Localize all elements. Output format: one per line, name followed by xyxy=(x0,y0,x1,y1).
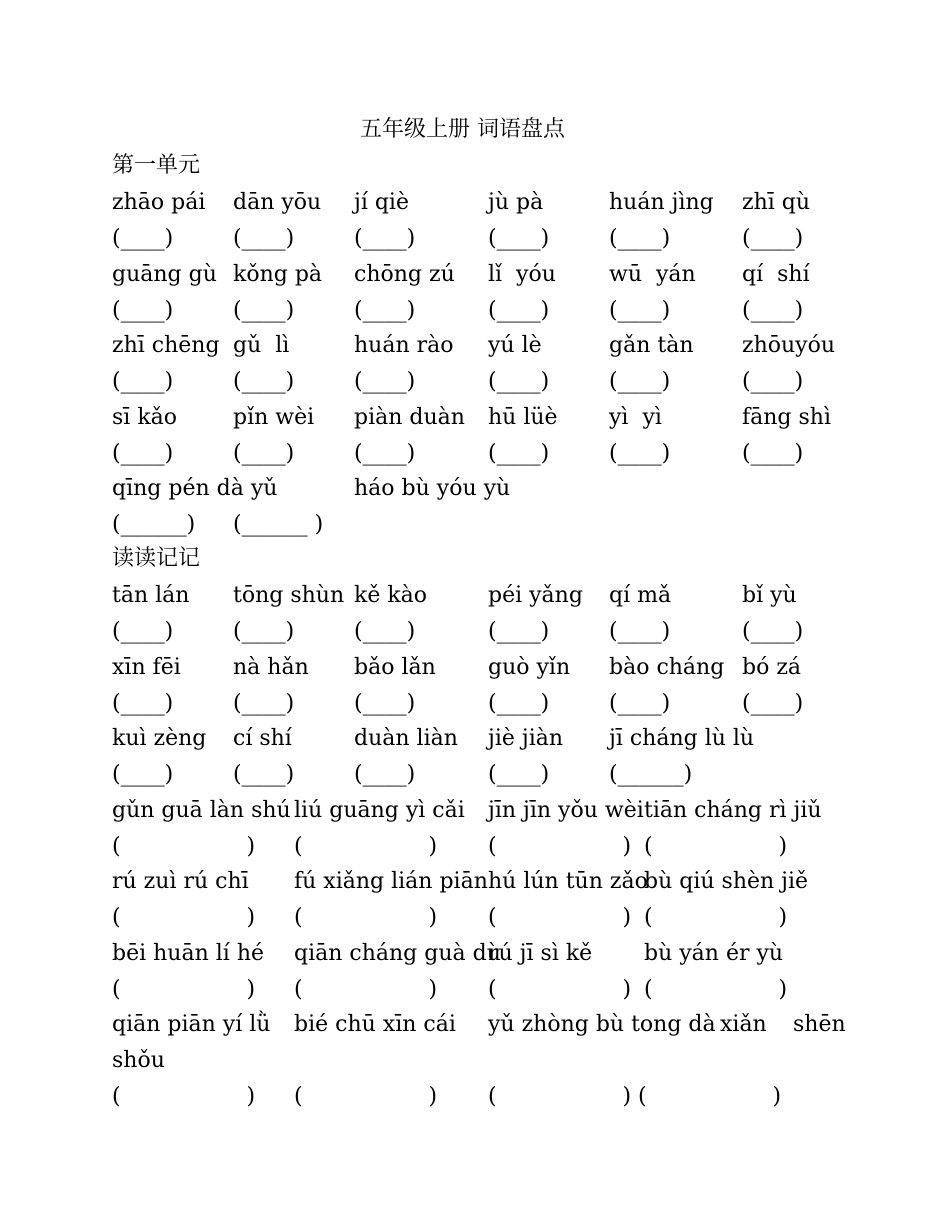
answer-blank: (____) xyxy=(112,297,174,323)
pinyin-text: bù qiú shèn jiě xyxy=(644,869,809,895)
answer-blank: (____) xyxy=(354,762,416,788)
pinyin-text: bù yán ér yù xyxy=(644,941,784,966)
pinyin-text: sī kǎo xyxy=(112,404,178,430)
pinyin-text: qiān cháng guà dù xyxy=(294,941,501,966)
answer-blank: ( ) xyxy=(644,905,788,931)
answer-blank: ( ) xyxy=(294,1084,438,1109)
answer-blank: (____) xyxy=(609,690,671,716)
section-heading: 读读记记 xyxy=(112,546,201,571)
pinyin-text: xīn fēi xyxy=(112,654,181,680)
answer-blank: (____) xyxy=(609,226,671,251)
answer-blank: (____) xyxy=(488,369,550,395)
answer-blank: (____) xyxy=(112,440,174,466)
answer-blank: ( ) xyxy=(112,1084,256,1109)
answer-blank: (____) xyxy=(488,226,550,251)
pinyin-text: fāng shì xyxy=(742,404,831,430)
section-heading: 第一单元 xyxy=(112,153,201,178)
pinyin-text: gǔn guā làn shú xyxy=(112,797,291,823)
answer-blank: (____) xyxy=(354,440,416,466)
pinyin-text: péi yǎng xyxy=(488,583,583,608)
pinyin-text: kuì zèng xyxy=(112,726,207,752)
answer-blank: (______) xyxy=(609,762,693,788)
pinyin-text: huán rào xyxy=(354,333,454,359)
answer-blank: (____) xyxy=(742,226,804,251)
pinyin-text: hū lüè xyxy=(488,404,558,430)
pinyin-text: huán jìng xyxy=(609,190,714,215)
answer-blank: (____) xyxy=(112,619,174,644)
pinyin-text: jī cháng lù lù xyxy=(609,726,755,752)
pinyin-text: fú xiǎng lián piān xyxy=(294,869,488,895)
pinyin-text: wū yán xyxy=(609,261,696,287)
pinyin-text: cí shí xyxy=(233,726,292,752)
answer-blank: (____) xyxy=(488,619,550,644)
pinyin-text: shēn xyxy=(793,1012,846,1037)
pinyin-text: chōng zú xyxy=(354,261,455,287)
answer-blank: (____) xyxy=(609,619,671,644)
pinyin-text: bào cháng xyxy=(609,654,725,680)
answer-blank: (______ ) xyxy=(233,512,324,538)
pinyin-text: tōng shùn xyxy=(233,583,345,608)
answer-blank: (____) xyxy=(233,226,295,251)
answer-blank: (____) xyxy=(112,226,174,251)
pinyin-text: bǎo lǎn xyxy=(354,654,436,680)
pinyin-text: shǒu xyxy=(112,1048,165,1073)
pinyin-text: qiān piān yí lǜ xyxy=(112,1012,271,1037)
answer-blank: (____) xyxy=(233,440,295,466)
answer-blank: ( ) xyxy=(294,905,438,931)
pinyin-text: qīng pén dà yǔ xyxy=(112,476,278,502)
pinyin-text: hú lún tūn zǎo xyxy=(488,869,648,895)
answer-blank: (____) xyxy=(233,690,295,716)
pinyin-text: lǐ yóu xyxy=(488,261,556,287)
pinyin-text: bié chū xīn cái xyxy=(294,1012,456,1037)
answer-blank: (____) xyxy=(233,297,295,323)
answer-blank: (____) xyxy=(354,690,416,716)
answer-blank: (____) xyxy=(742,619,804,644)
answer-blank: (____) xyxy=(354,297,416,323)
pinyin-text: háo bù yóu yù xyxy=(354,476,511,502)
answer-blank: ( ) ( ) xyxy=(488,1084,782,1109)
pinyin-text: kǒng pà xyxy=(233,261,323,287)
pinyin-text: gǔ lì xyxy=(233,333,290,359)
answer-blank: ( ) xyxy=(488,977,632,1002)
answer-blank: (____) xyxy=(354,369,416,395)
answer-blank: (____) xyxy=(354,226,416,251)
pinyin-text: yú lè xyxy=(488,333,542,359)
answer-blank: ( ) xyxy=(112,905,256,931)
pinyin-text: duàn liàn xyxy=(354,726,458,752)
pinyin-text: nà hǎn xyxy=(233,654,309,680)
answer-blank: (____) xyxy=(112,690,174,716)
pinyin-text: jí qiè xyxy=(354,190,409,215)
pinyin-text: xiǎn xyxy=(720,1012,767,1037)
answer-blank: (____) xyxy=(233,369,295,395)
answer-blank: (____) xyxy=(742,369,804,395)
pinyin-text: bǐ yù xyxy=(742,583,797,608)
answer-blank: (____) xyxy=(609,440,671,466)
answer-blank: ( ) xyxy=(644,977,788,1002)
pinyin-text: yǔ zhòng bù tong dà xyxy=(488,1012,716,1037)
answer-blank: (____) xyxy=(742,297,804,323)
answer-blank: ( ) xyxy=(644,833,788,859)
pinyin-text: piàn duàn xyxy=(354,404,465,430)
pinyin-text: tiān cháng rì jiǔ xyxy=(644,797,822,823)
pinyin-text: rú zuì rú chī xyxy=(112,869,249,895)
answer-blank: (____) xyxy=(112,369,174,395)
page-title: 五年级上册 词语盘点 xyxy=(360,117,565,142)
answer-blank: (____) xyxy=(488,762,550,788)
pinyin-text: qí shí xyxy=(742,261,810,287)
answer-blank: (____) xyxy=(233,762,295,788)
answer-blank: (____) xyxy=(742,690,804,716)
pinyin-text: qí mǎ xyxy=(609,583,672,608)
answer-blank: ( ) xyxy=(488,905,632,931)
answer-blank: ( ) xyxy=(488,833,632,859)
answer-blank: (____) xyxy=(742,440,804,466)
pinyin-text: jīn jīn yǒu wèi xyxy=(488,797,644,823)
pinyin-text: dān yōu xyxy=(233,190,322,215)
answer-blank: ( ) xyxy=(294,977,438,1002)
answer-blank: (____) xyxy=(233,619,295,644)
pinyin-text: zhāo pái xyxy=(112,190,206,215)
answer-blank: (______) xyxy=(112,512,196,538)
pinyin-text: rú jī sì kě xyxy=(488,941,593,966)
answer-blank: (____) xyxy=(609,297,671,323)
pinyin-text: guò yǐn xyxy=(488,654,571,680)
answer-blank: (____) xyxy=(488,440,550,466)
pinyin-text: kě kào xyxy=(354,583,428,608)
pinyin-text: zhōuyóu xyxy=(742,333,836,359)
pinyin-text: guāng gù xyxy=(112,261,217,287)
pinyin-text: bēi huān lí hé xyxy=(112,941,265,966)
pinyin-text: zhī qù xyxy=(742,190,811,215)
pinyin-text: pǐn wèi xyxy=(233,404,315,430)
pinyin-text: yì yì xyxy=(609,404,662,430)
answer-blank: (____) xyxy=(112,762,174,788)
pinyin-text: jiè jiàn xyxy=(488,726,564,752)
answer-blank: (____) xyxy=(488,297,550,323)
pinyin-text: jù pà xyxy=(488,190,544,215)
pinyin-text: bó zá xyxy=(742,654,802,680)
pinyin-text: liú guāng yì cǎi xyxy=(294,797,465,823)
answer-blank: ( ) xyxy=(112,977,256,1002)
answer-blank: (____) xyxy=(609,369,671,395)
pinyin-text: zhī chēng xyxy=(112,333,220,359)
pinyin-text: tān lán xyxy=(112,583,190,608)
answer-blank: (____) xyxy=(488,690,550,716)
answer-blank: (____) xyxy=(354,619,416,644)
answer-blank: ( ) xyxy=(112,833,256,859)
answer-blank: ( ) xyxy=(294,833,438,859)
pinyin-text: gǎn tàn xyxy=(609,333,694,359)
